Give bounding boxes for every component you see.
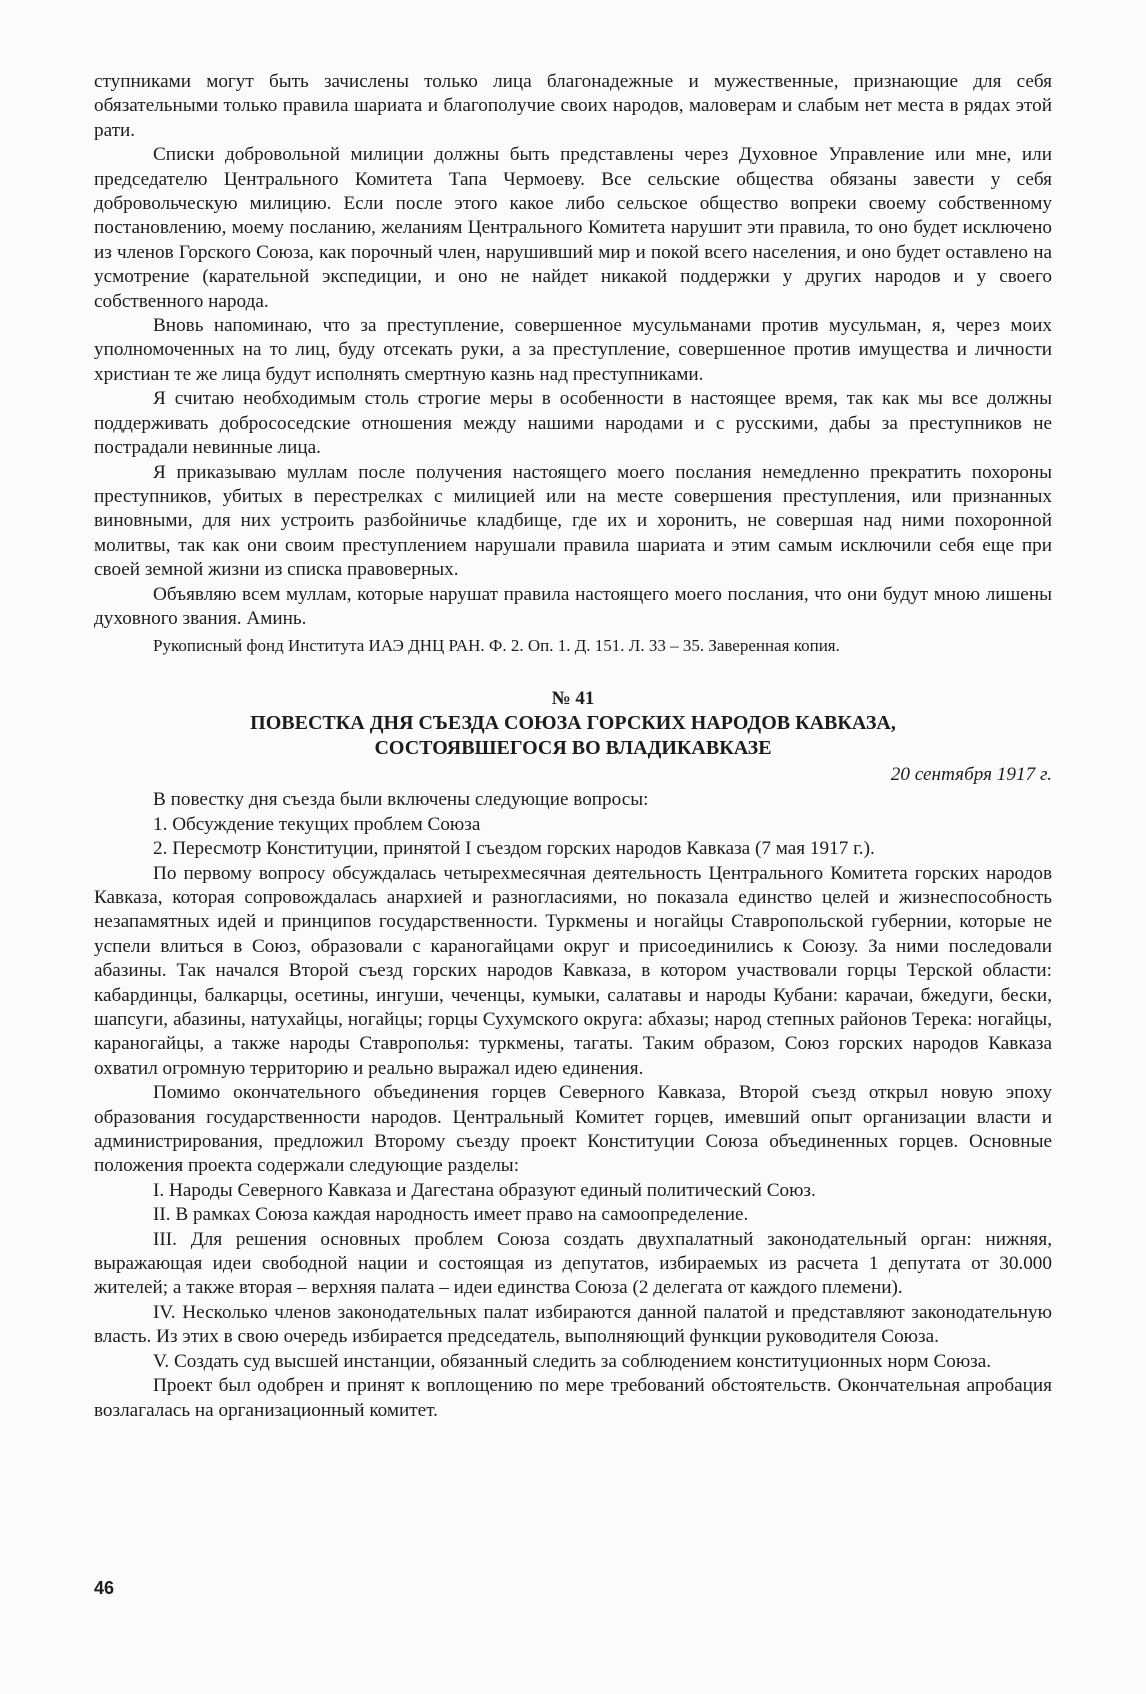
agenda-item-2: 2. Пересмотр Конституции, принятой I съездом горских народов Кавказа (7 мая 1917 г.). [153,838,875,860]
agenda-intro: В повестку дня съезда были включены следующие вопросы: [153,789,649,811]
paragraph-strict-measures: Я считаю необходимым столь строгие меры в особенности в настоящее время, так как мы все должны поддерживать добрососедские отношения между нашими народами и с русскими, дабы за преступников не пострадали невинные лица. [94,388,1052,459]
paragraph-burial-order: Я приказываю муллам после получения настоящего моего послания немедленно прекратить похороны преступников, убитых в перестрелках с милицией или на месте совершения преступления, или признанных виновными, для них устроить разбойничье кладбище, где их и хоронить, не совершая над ними похоронной молитвы, так как они своим преступлением нарушали правила шариата и этим самым исключили себя еще при своей земной жизни из списка правоверных. [94,461,1052,581]
constitution-section-1: I. Народы Северного Кавказа и Дагестана образуют единый политический Союз. [153,1179,816,1201]
page-number: 46 [94,1578,115,1598]
document-title-line-2: СОСТОЯВШЕГОСЯ ВО ВЛАДИКАВКАЗЕ [374,737,772,760]
constitution-section-2: II. В рамках Союза каждая народность имеет право на самоопределение. [153,1204,749,1226]
paragraph-punishments: Вновь напоминаю, что за преступление, совершенное мусульманами против мусульман, я, через моих уполномоченных на то лиц, буду отсекать руки, а за преступление, совершенное против имущества и личности христиан те же лица будут исполнять смертную казнь над преступниками. [94,315,1052,385]
document-number: № 41 [551,688,595,710]
paragraph-mullahs-warning: Объявляю всем муллам, которые нарушат правила настоящего моего послания, что они будут мною лишены духовного звания. Аминь. [94,583,1052,629]
paragraph-first-question: По первому вопросу обсуждалась четырехмесячная деятельность Центрального Комитета горских народов Кавказа, которая сопровождалась анархией и разногласиями, но показала единство целей и жизнеспособность незапамятных идей и принципов государственности. Туркмены и ногайцы Ставропольской губернии, которые не успели влиться в Союз, образовали с караногайцами округ и присоединились к Союзу. За ними последовали абазины. Так начался Второй съезд горских народов Кавказа, в котором участвовали горцы Терской области: кабардинцы, балкарцы, осетины, ингуши, чеченцы, кумыки, салатавы и народы Кубани: карачаи, бжедуги, бески, шапсуги, абазины, натухайцы, ногайцы; горцы Сухумского округа: абхазы; народ степных районов Терека: ногайцы, караногайцы, а также народы Ставрополья: туркмены, тагаты. Таким образом, Союз горских народов Кавказа охватил огромную территорию и реально выражал идею единения. [94,862,1052,1079]
paragraph-militia-lists: Списки добровольной милиции должны быть представлены через Духовное Управление или мне, или председателю Центрального Комитета Тапа Чермоеву. Все сельские общества обязаны завести у себя добровольческую милицию. Если после этого какое либо сельское общество вопреки своему собственному постановлению, моему посланию, желаниям Центрального Комитета нарушит эти правила, то оно будет исключено из членов Горского Союза, как порочный член, нарушивший мир и покой всего населения, и оно будет оставлено на усмотрение (карательной экспедиции, и оно не найдет никакой поддержки у других народов и у своего собственного народа. [94,144,1052,312]
document-date: 20 сентября 1917 г. [890,764,1052,786]
constitution-section-5: V. Создать суд высшей инстанции, обязанный следить за соблюдением конституционных норм Союза. [153,1350,992,1372]
archive-source-note: Рукописный фонд Института ИАЭ ДНЦ РАН. Ф. 2. Оп. 1. Д. 151. Л. 33 – 35. Заверенная копия. [153,636,840,656]
constitution-section-3: III. Для решения основных проблем Союза создать двухпалатный законодательный орган: нижняя, выражающая идеи свободной нации и состоящая из депутатов, избираемых из расчета 1 депутата от 30.000 жителей; а также вторая – верхняя палата – идеи единства Союза (2 делегата от каждого племени). [94,1228,1052,1299]
page-content [94,70,1052,1423]
constitution-section-4: IV. Несколько членов законодательных палат избираются данной палатой и представляют законодательную власть. Из этих в свою очередь избирается председатель, выполняющий функции руководителя Союза. [94,1301,1052,1348]
paragraph-continuation: ступниками могут быть зачислены только лица благонадежные и мужественные, признающие для себя обязательными только правила шариата и благополучие своих народов, маловерам и слабым нет места в рядах этой рати. [94,71,1052,141]
agenda-item-1: 1. Обсуждение текущих проблем Союза [153,813,481,835]
paragraph-project-approval: Проект был одобрен и принят к воплощению по мере требований обстоятельств. Окончательная апробация возлагалась на организационный комитет. [94,1375,1052,1421]
document-title-line-1: ПОВЕСТКА ДНЯ СЪЕЗДА СОЮЗА ГОРСКИХ НАРОДОВ КАВКАЗА, [250,712,896,735]
paragraph-second-congress: Помимо окончательного объединения горцев Северного Кавказа, Второй съезд открыл новую эпоху образования государственности народов. Центральный Комитет горцев, имевший опыт организации власти и администрирования, предложил Второму съезду проект Конституции Союза объединенных горцев. Основные положения проекта содержали следующие разделы: [94,1082,1052,1177]
